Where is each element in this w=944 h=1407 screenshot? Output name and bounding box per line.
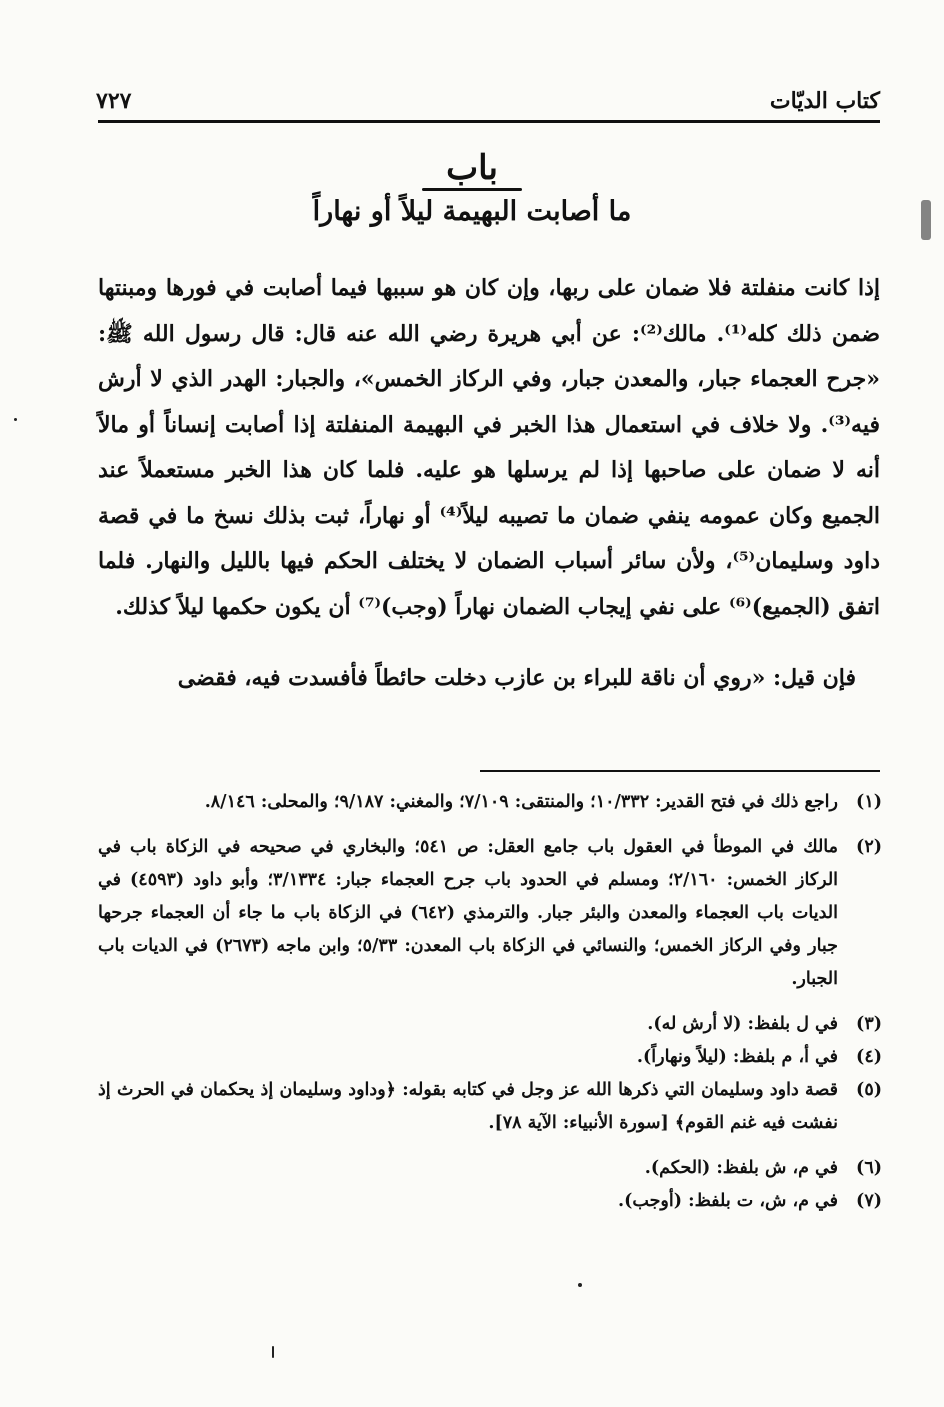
footnote bbox=[98, 831, 882, 996]
footnote-separator bbox=[480, 770, 880, 772]
running-header-title: كتاب الديّات bbox=[769, 88, 880, 114]
scan-speck bbox=[14, 418, 17, 421]
header-rule bbox=[98, 120, 880, 123]
page-number: ٧٢٧ bbox=[96, 88, 132, 114]
footnote bbox=[98, 1152, 882, 1185]
footnote-text: في م، ش بلفظ: (الحكم). bbox=[644, 1158, 838, 1178]
running-header bbox=[96, 78, 880, 114]
footnote-number: (٥) bbox=[856, 1080, 882, 1100]
footnote-number: (٣) bbox=[856, 1014, 882, 1034]
scan-speck bbox=[272, 1346, 274, 1358]
footnote bbox=[98, 1074, 882, 1140]
body-paragraph: فإن قيل: «روي أن ناقة للبراء بن عازب دخلت حائطاً فأفسدت فيه، فقضى bbox=[177, 665, 856, 691]
footnotes bbox=[98, 786, 882, 1218]
footnote-number: (١) bbox=[856, 792, 882, 812]
footnote-text: في أ، م بلفظ: (ليلاً ونهاراً). bbox=[636, 1047, 838, 1067]
chapter-label: باب bbox=[446, 148, 498, 188]
scan-speck bbox=[578, 1283, 582, 1287]
footnote bbox=[98, 1185, 882, 1218]
footnote-number: (٦) bbox=[856, 1158, 882, 1178]
body-paragraph: إذا كانت منفلتة فلا ضمان على ربها، وإن كان هو سببها فيما أصابت في فورها ومبنتها ضمن ذلك كله⁽¹⁾. مالك⁽²⁾: عن أبي هريرة رضي الله عنه قال: قال رسول الله ﷺ: «جرح العجماء جبار، والمعدن جبار، وفي الركاز الخمس»، والجبار: الهدر الذي لا أرش فيه⁽³⁾. ولا خلاف في استعمال هذا الخبر في البهيمة المنفلتة إذا أصابت إنساناً أو مالاً أنه لا ضمان على صاحبها إذا لم يرسلها هو عليه. فلما كان هذا الخبر مستعملاً عند الجميع وكان عمومه ينفي ضمان ما تصيبه ليلاً⁽⁴⁾ أو نهاراً، ثبت بذلك نسخ ما في قصة داود وسليمان⁽⁵⁾، ولأن سائر أسباب الضمان لا يختلف الحكم فيها بالليل والنهار. فلما اتفق (الجميع)⁽⁶⁾ على نفي إيجاب الضمان نهاراً (وجب)⁽⁷⁾ أن يكون حكمها ليلاً كذلك. bbox=[98, 275, 881, 620]
footnote-text: قصة داود وسليمان التي ذكرها الله عز وجل في كتابه بقوله: ﴿وداود وسليمان إذ يحكمان في الحرث إذ نفشت فيه غنم القوم﴾ [سورة الأنبياء: الآية ٧٨]. bbox=[98, 1080, 838, 1133]
footnote bbox=[98, 1041, 882, 1074]
footnote-text: راجع ذلك في فتح القدير: ١٠/٣٣٢؛ والمنتقى: ٧/١٠٩؛ والمغني: ٩/١٨٧؛ والمحلى: ٨/١٤٦. bbox=[204, 792, 838, 812]
footnote bbox=[98, 1008, 882, 1041]
section-title: ما أصابت البهيمة ليلاً أو نهاراً bbox=[312, 196, 632, 227]
footnote-number: (٤) bbox=[856, 1047, 882, 1067]
footnote-text: في ل بلفظ: (لا أرش له). bbox=[647, 1014, 838, 1034]
chapter-underline bbox=[422, 188, 522, 191]
body-text bbox=[98, 266, 880, 702]
footnote-text: في م، ش، ت بلفظ: (أوجب). bbox=[618, 1191, 838, 1211]
footnote bbox=[98, 786, 882, 819]
scan-speck bbox=[921, 200, 931, 240]
footnote-number: (٧) bbox=[856, 1191, 882, 1211]
footnote-number: (٢) bbox=[856, 837, 882, 857]
footnote-text: مالك في الموطأ في العقول باب جامع العقل: ص ٥٤١؛ والبخاري في صحيحه في الزكاة باب في الركاز الخمس: ٢/١٦٠؛ ومسلم في الحدود باب جرح العجماء جبار: ٣/١٣٣٤؛ وأبو داود (٤٥٩٣) في الديات باب العجماء والمعدن والبئر جبار. والترمذي (٦٤٢) في الزكاة باب ما جاء أن العجماء جرحها جبار وفي الركاز الخمس؛ والنسائي في الزكاة باب المعدن: ٥/٣٣؛ وابن ماجه (٢٦٧٣) في الديات باب الجبار. bbox=[98, 837, 839, 989]
